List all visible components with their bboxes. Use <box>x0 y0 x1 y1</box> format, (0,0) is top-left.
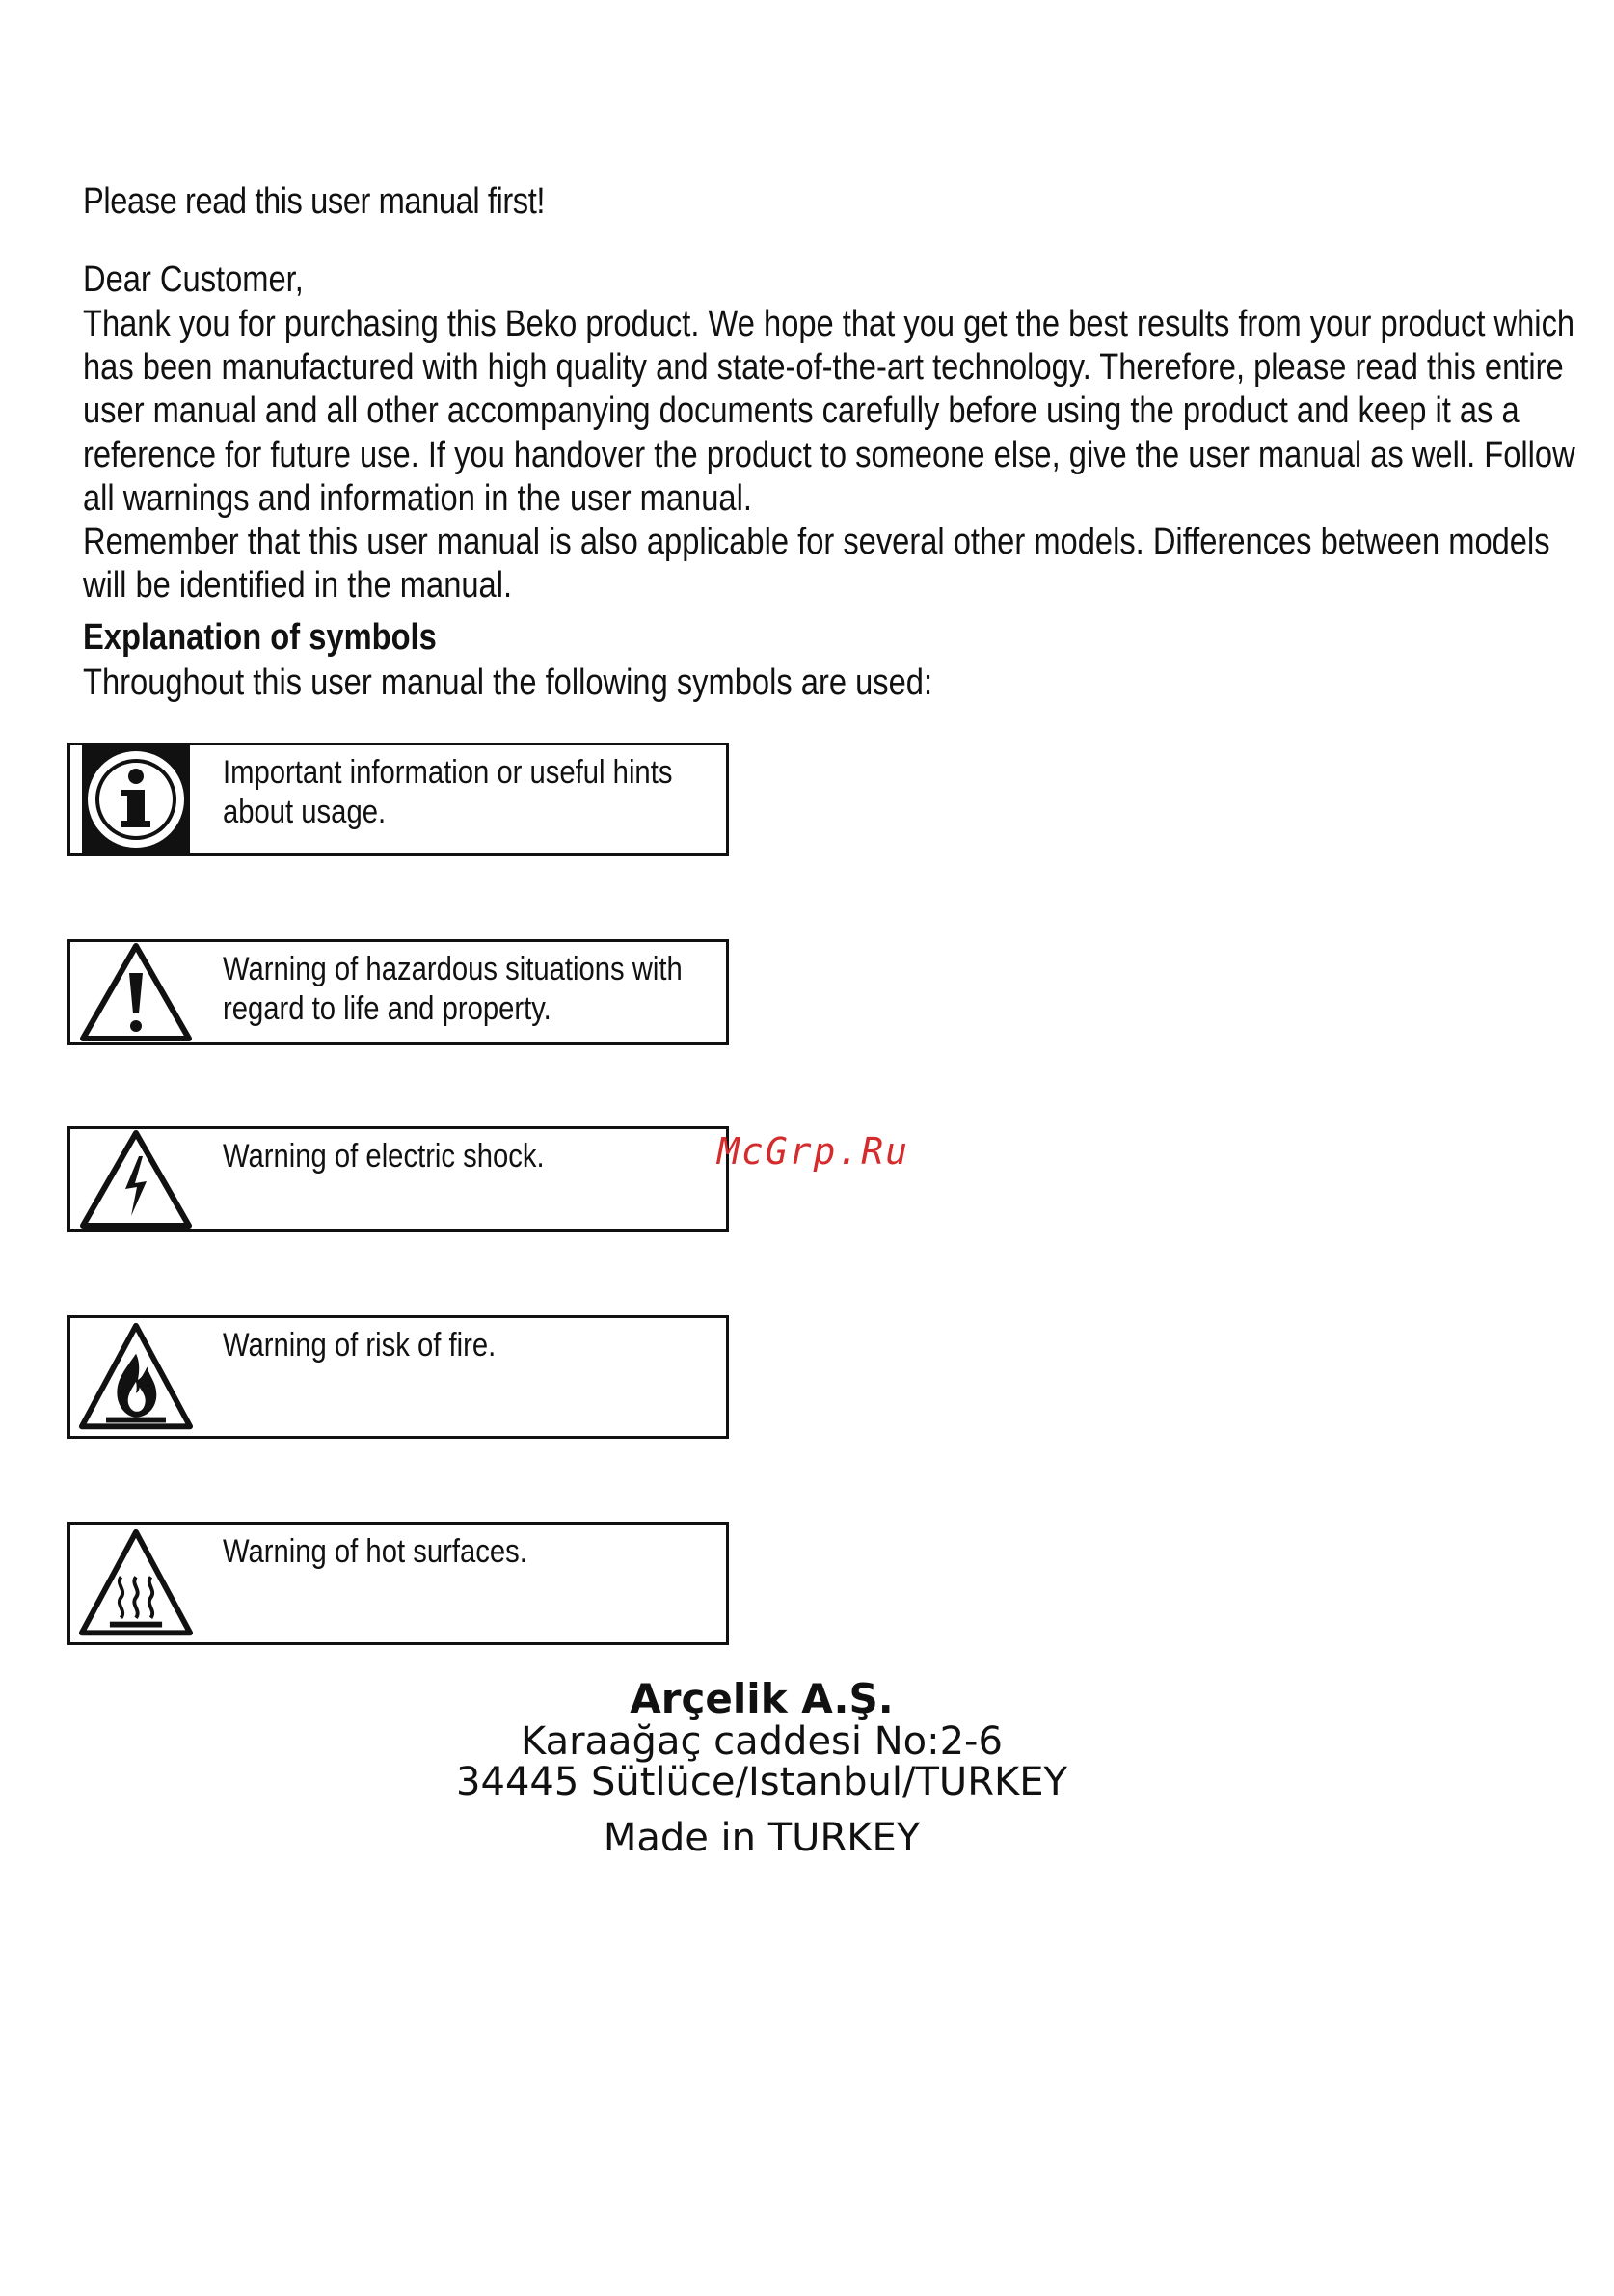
company-name: Arçelik A.Ş. <box>630 1675 894 1722</box>
company-city: 34445 Sütlüce/Istanbul/TURKEY <box>456 1760 1067 1804</box>
symbol-description: Warning of risk of fire. <box>223 1327 497 1364</box>
company-street: Karaağaç caddesi No:2-6 <box>521 1719 1003 1764</box>
symbol-description: Warning of hazardous situations with regard to life and property. <box>223 951 683 1027</box>
symbol-box-hot <box>67 1522 729 1645</box>
symbol-box-hazard <box>67 939 729 1045</box>
made-in-label: Made in TURKEY <box>603 1816 921 1860</box>
symbols-heading: Explanation of symbols <box>83 617 437 658</box>
symbol-box-info <box>67 743 729 856</box>
greeting: Dear Customer, <box>83 259 304 300</box>
page-title: Please read this user manual first! <box>83 181 546 222</box>
fire-icon <box>78 1318 194 1436</box>
symbol-box-shock <box>67 1126 729 1232</box>
symbol-description: Warning of hot surfaces. <box>223 1533 527 1570</box>
models-paragraph <box>83 521 1592 608</box>
warning-exclamation-icon <box>78 942 194 1042</box>
watermark: McGrp.Ru <box>717 1130 910 1173</box>
symbol-description: Important information or useful hints about usage. <box>223 754 673 830</box>
symbol-description: Warning of electric shock. <box>223 1138 545 1175</box>
symbol-box-fire <box>67 1315 729 1439</box>
hot-surface-icon <box>78 1525 194 1642</box>
intro-paragraph-text: Thank you for purchasing this Beko product. We hope that you get the best results from your product which has been manufactured with high quality and state-of-the-art technology. Therefore, please read this entire user manual and all other accompanying documents carefully before using the product and keep it as a reference for future use. If you handover the product to someone else, give the user manual as well. Follow all warnings and information in the user manual. <box>83 304 1575 519</box>
symbols-intro: Throughout this user manual the following symbols are used: <box>83 662 933 703</box>
electric-shock-icon <box>78 1129 194 1229</box>
models-paragraph-text: Remember that this user manual is also applicable for several other models. Differences between models will be identified in the manual. <box>83 522 1550 607</box>
info-icon <box>78 745 194 853</box>
intro-paragraph <box>83 303 1592 521</box>
